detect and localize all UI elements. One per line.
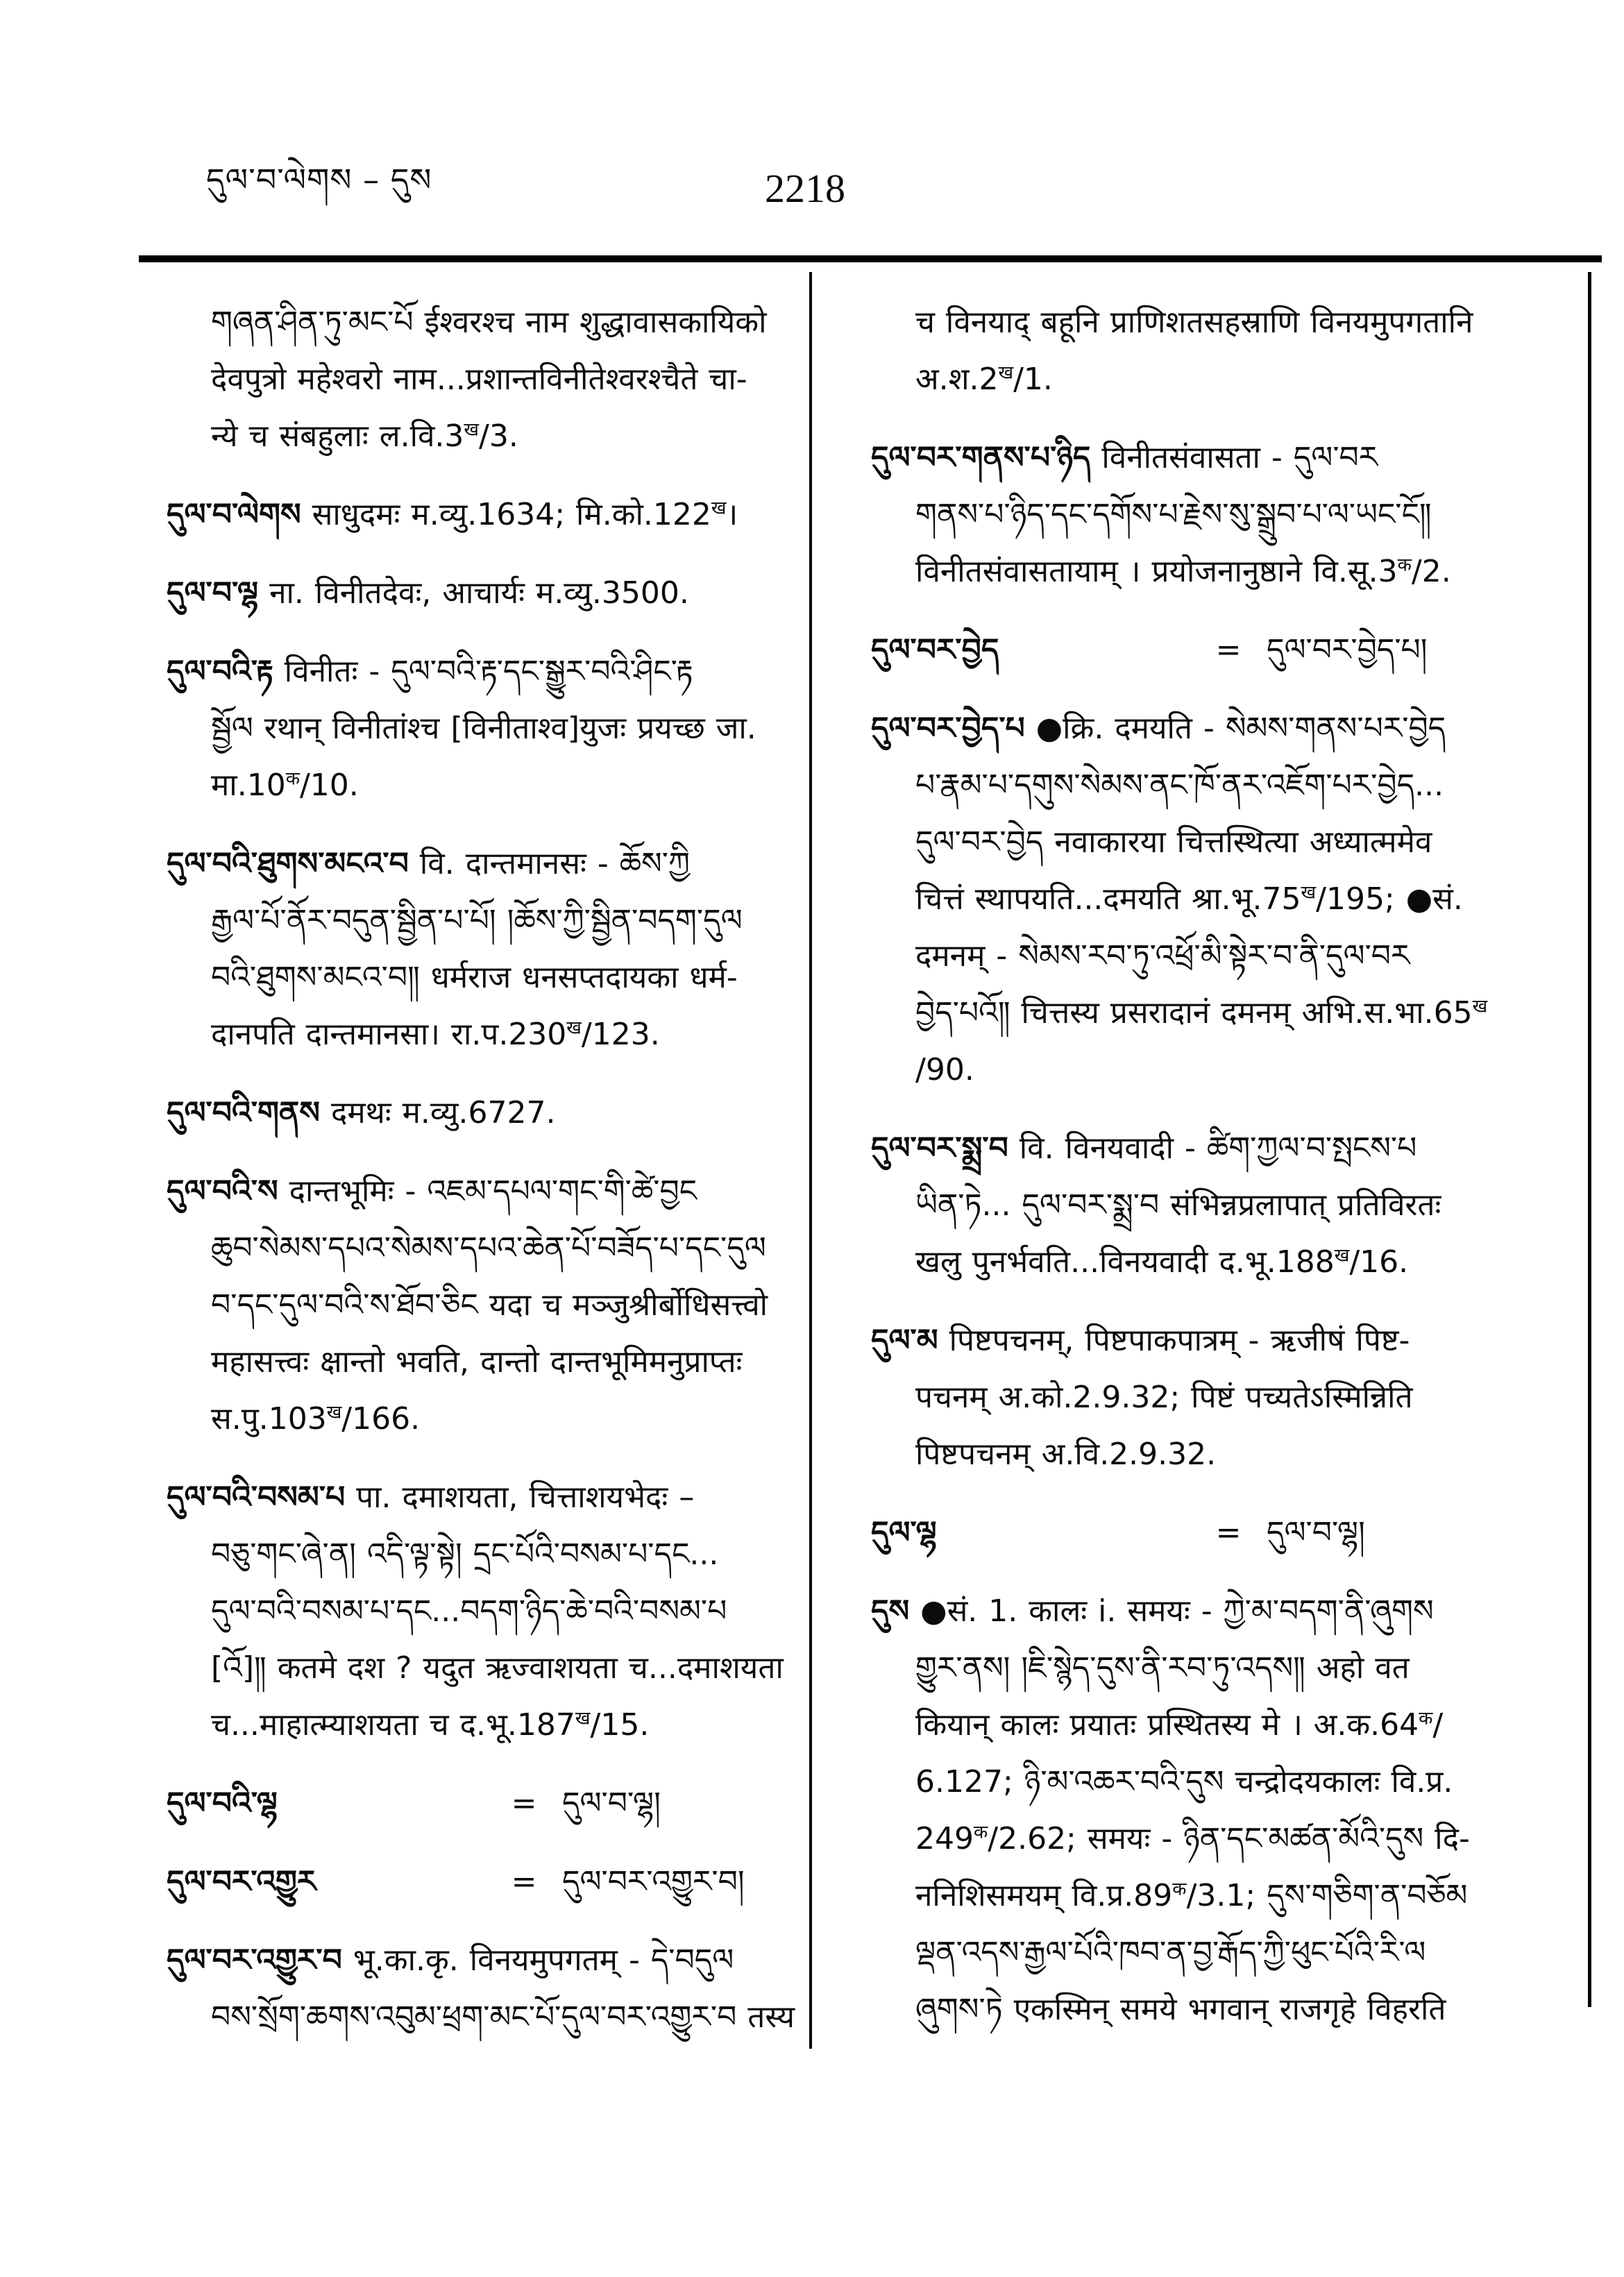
equivalence-value: དུལ་བ་ལྷ།: [562, 1786, 661, 1821]
entry-headword: དུལ་བར་བྱེད: [871, 632, 999, 668]
column-divider-rule: [809, 272, 812, 2049]
dictionary-entry: དུལ་བའི་ཐུགས་མངའ་བ वि. दान्तमानसः - ཆོས་ཀྱི རྒྱལ་པོ་ནོར་བདུན་སྦྱིན་པ་པོ། །ཆོས་ཀྱི་སྦྱིན་བདག་དུལ བའི་ཐུགས་མངའ་བ༎ धर्मराज धनसप्तदायका धर्म- दानपति दान्तमानसा। $रा.प.230^ख/123$.: [167, 846, 743, 1052]
running-head: དུལ་བ་ལེགས – དུས: [206, 161, 432, 198]
dictionary-entry: དུལ་བའི་གནས दमथः म.व्यु.6727.: [167, 1095, 556, 1131]
equivalence-value: དུལ་བ་ལྷ།: [1267, 1515, 1365, 1550]
dictionary-entry: དུལ་བའི་རྟ विनीतः - དུལ་བའི་རྟ་དང་སྒྱུར་བའི་ཤིང་རྟ སྦྱོལ रथान् विनीतांश्च [विनीताश्व]युजः प्रयच्छ जा. $मा.10^क/10$.: [167, 654, 756, 803]
equivalence-row: [167, 1854, 795, 1911]
right-column: [871, 294, 1582, 2060]
entry-headword: དུལ་བའི་ལྷ: [167, 1786, 278, 1821]
dictionary-entry: དུལ་བའི་བསམ་པ पा. दमाशयता, चित्ताशयभेदः – བཅུ་གང་ཞེ་ན། འདི་ལྟ་སྟེ། དྲང་པོའི་བསམ་པ་དང... དུལ་བའི་བསམ་པ་དང...བདག་ཉིད་ཆེ་བའི་བསམ་པ [འོ]༎ कतमे दश ? यदुत ऋज्वाशयता च...दमाशयता च...माहात्म्याशयता च $द.भू.187^ख/15$.: [167, 1480, 784, 1743]
equivalence-row: [167, 1775, 795, 1832]
equals-sign: =: [1215, 1515, 1242, 1550]
dictionary-entry: དུལ་བའི་ས दान्तभूमिः - འཇམ་དཔལ་གང་གི་ཚེ་བྱང ཆུབ་སེམས་དཔའ་སེམས་དཔའ་ཆེན་པོ་བཟོད་པ་དང་དུལ བ་དང་དུལ་བའི་ས་ཐོབ་ཅིང यदा च मञ्जुश्रीर्बोधिसत्त्वो महासत्त्वः क्षान्तो भवति, दान्तो दान्तभूमिमनुप्राप्तः $स.पु.103^ख/166$.: [167, 1174, 768, 1437]
header-rule: [139, 255, 1602, 262]
continuation-paragraph: གཞན་ཤིན་ཏུ་མང་པོ ईश्वरश्च नाम शुद्धावासकायिको देवपुत्रो महेश्वरो नाम...प्रशान्तविनीतेश्वरश्चैते चा- न्ये च संबहुलाः $ल.वि.3^ख/3$.: [211, 305, 767, 454]
equivalence-row: [871, 622, 1582, 679]
equals-sign: =: [1215, 632, 1242, 668]
equivalence-row: [871, 1505, 1582, 1561]
right-margin-rule: [1588, 272, 1591, 2007]
continuation-paragraph: च विनयाद् बहूनि प्राणिशतसहस्राणि विनयमुपगतानि $अ.श.2^ख/1$.: [915, 305, 1473, 397]
dictionary-entry: དུལ་བ་ལེགས साधुदमः म.व्यु.1634; $मि.को.122^ख।$: [167, 497, 738, 532]
left-column: [167, 294, 795, 2067]
dictionary-entry: དུས ●सं. 1. कालः i. समयः - ཀྱེ་མ་བདག་ནི་ཞུགས གྱུར་ནས། །ཇི་སྙེད་དུས་ནི་རབ་ཏུ་འདས༎ अहो वत कियान् कालः प्रयातः प्रस्थितस्य मे । $अ.क.64^क/$ 6.127; ཉི་མ་འཆར་བའི་དུས चन्द्रोदयकालः वि.प्र. $249^क/2.62$; समयः - ཉིན་དང་མཚན་མོའི་དུས दि- ननिशिसमयम् $वि.प्र.89^क/3.1$; དུས་གཅིག་ན་བཅོམ ལྡན་འདས་རྒྱལ་པོའི་ཁབ་ན་བྱ་རྒོད་ཀྱི་ཕུང་པོའི་རི་ལ ཞུགས་ཏེ एकस्मिन् समये भगवान् राजगृहे विहरति: [871, 1593, 1470, 2027]
dictionary-entry: དུལ་བར་འགྱུར་བ भू.का.कृ. विनयमुपगतम् - དེ་བདུལ བས་སྲོག་ཆགས་འབུམ་ཕྲག་མང་པོ་དུལ་བར་འགྱུར་བ तस्य: [167, 1942, 795, 2035]
dictionary-entry: དུལ་བར་གནས་པ་ཉིད विनीतसंवासता - དུལ་བར གནས་པ་ཉིད་དང་དགོས་པ་རྗེས་སུ་སྒྲུབ་པ་ལ་ཡང་ངོ༎ विनीतसंवासतायाम् । प्रयोजनानुष्ठाने $वि.सू.3^क/2$.: [871, 440, 1451, 589]
equals-sign: =: [511, 1864, 537, 1899]
page-number: 2218: [765, 166, 845, 211]
dictionary-entry: དུལ་བར་སྨྲ་བ वि. विनयवादी - ཚིག་ཀྱལ་བ་སྤངས་པ ཡིན་ཏེ... དུལ་བར་སྨྲ་བ संभिन्नप्रलापात् प्रतिविरतः खलु पुनर्भवति...विनयवादी $द.भू.188^ख/16$.: [871, 1131, 1441, 1280]
dictionary-entry: དུལ་བ་ལྷ ना. विनीतदेवः, आचार्यः म.व्यु.3500.: [167, 575, 689, 611]
equals-sign: =: [511, 1786, 537, 1821]
dictionary-entry: དུལ་བར་བྱེད་པ ●क्रि. दमयति - སེམས་གནས་པར་བྱེད པ་རྣམ་པ་དགུས་སེམས་ནང་ཁོ་ནར་འཇོག་པར་བྱེད... དུལ་བར་བྱེད नवाकारया चित्तस्थित्या अध्यात्ममेव चित्तं स्थापयति...दमयति $श्रा.भू.75^ख/195$; ●सं. दमनम् - སེམས་རབ་ཏུ་འཕྲོ་མི་སྟེར་བ་ནི་དུལ་བར བྱེད་པའོ༎ चित्तस्य प्रसरादानं दमनम् $अभि.स.भा.65^ख$ /90.: [871, 711, 1488, 1087]
entry-headword: དུལ་བར་འགྱུར: [167, 1864, 316, 1899]
entry-headword: དུལ་ལྷ: [871, 1515, 937, 1550]
equivalence-value: དུལ་བར་བྱེད་པ།: [1267, 632, 1428, 668]
equivalence-value: དུལ་བར་འགྱུར་བ།: [562, 1864, 745, 1899]
dictionary-entry: དུལ་མ पिष्टपचनम्, पिष्टपाकपात्रम् - ऋजीषं पिष्ट- पचनम् अ.को.2.9.32; पिष्टं पच्यतेऽस्मिन्निति पिष्टपचनम् अ.वि.2.9.32.: [871, 1323, 1413, 1472]
